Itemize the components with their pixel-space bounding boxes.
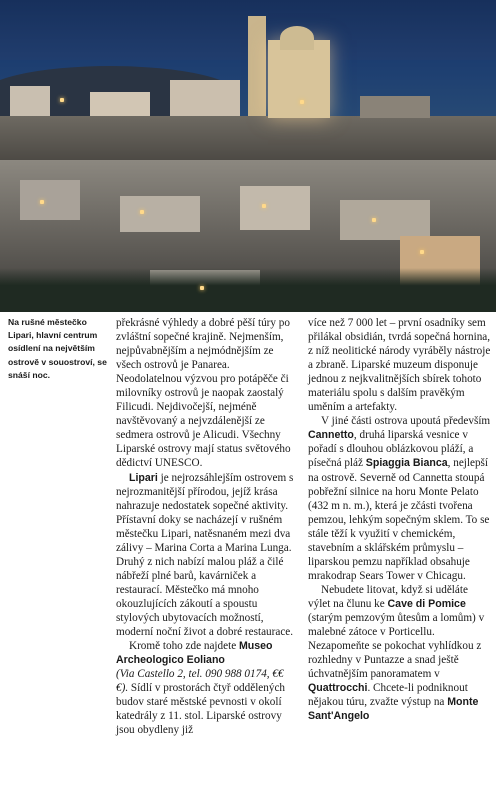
paragraph-text: . Chcete-li podniknout nějakou túru, zvažte výstup na [308, 682, 468, 709]
paragraph-text: , druhá liparská vesnice v pořadí s dlouhou oblázkovou pláží, a písečná pláž [308, 429, 474, 470]
photo-building [360, 96, 430, 118]
photo-dome [280, 26, 314, 50]
bold-term: Cannetto [308, 429, 354, 442]
paragraph-text: , nejlepší na ostrově. Severně od Cannetta stoupá pobřežní silnice na horu Monte Pelato (432 m n. m.), která je zčásti tvořena pemzou, lehkým sopečným sklem. To se stále těží k využití v chemickém, stavebním a sklářském průmyslu – liparskou pemzu například obsahuje mrakodrap Sears Tower v Chicagu. [308, 457, 490, 582]
paragraph-text: je nejrozsáhlejším ostrovem s nejrozmanitější přírodou, jejíž krása nahrazuje nedostatek sopečné aktivity. Přístavní doky se nacházejí v rušném městečku Lipari, natěsnaném mezi dva zálivy – Marina Corta a Marina Lunga. Druhý z nich nabízí malou pláž a čilé nábřeží plné barů, kavárniček a restaurací. Městečko má mnoho okouzlujících zákoutí a spoustu stylových ubytovacích možností, moderní noční život a dobré restaurace. [116, 471, 294, 639]
paragraph-text: Kromě toho zde najdete [129, 640, 237, 653]
bold-term: Museo Archeologico Eoliano [116, 640, 273, 667]
photo-light [300, 100, 304, 104]
paragraph-text: Nebudete litovat, když si uděláte výlet na člunu ke [308, 583, 468, 610]
lipari-night-photo [0, 0, 496, 312]
photo-light [40, 200, 44, 204]
paragraph-text: Sídlí v prostorách čtyř oddělených budov staré městské pevnosti v okolí katedrály z 11. stol. Liparské ostrovy jsou obydleny již [116, 682, 286, 737]
photo-light [262, 204, 266, 208]
paragraph [116, 639, 294, 737]
text-column-2 [308, 316, 492, 723]
text-column-1 [116, 316, 294, 737]
photo-building [90, 92, 150, 116]
photo-light [60, 98, 64, 102]
photo-fortress-wall [0, 116, 496, 164]
photo-building [20, 180, 80, 220]
paragraph [308, 414, 492, 583]
paragraph-text: (starým pemzovým ůtesům a lomům) v malebné zátoce v Porticellu. Nezapomeňte se pokochat vyhlídkou z rozhledny v Puntazze a snad ještě úchvatnějším panoramatem v [308, 611, 485, 681]
paragraph: překrásné výhledy a dobré pěší túry po zvláštní sopečné krajině. Nejmenším, nejpůvabnějším a nejmódnějším ze všech ostrovů je Panarea. Neodolatelnou výzvou pro potápěče či milovníky ostrovů je naopak zaostalý Filicudi. Nejdivočejší, nejméně navštěvovaný a nejvzdálenější ze sedmera ostrovů je Alicudi. Všechny Liparské ostrovy mají status světového dědictví UNESCO. [116, 317, 291, 470]
bold-term: Cave di Pomice [387, 597, 466, 610]
bold-term: Quattrocchi [308, 682, 368, 695]
photo-building [340, 200, 430, 240]
paragraph: více než 7 000 let – první osadníky sem přilákal obsidián, tvrdá sopečná hornina, z níž neolitické národy vyráběly nástroje a zbraně. Liparské muzeum disponuje jednou z nejkvalitnějších sbírek tohoto materiálu spolu s dalším pravěkým uměním a artefakty. [308, 317, 491, 414]
photo-cathedral [268, 40, 330, 118]
photo-caption: Na rušné městečko Lipari, hlavní centrum osídlení na největším ostrově v souostroví, se snáší noc. [8, 317, 107, 380]
paragraph [116, 471, 294, 640]
bold-term: Spiaggia Bianca [365, 457, 448, 470]
photo-light [140, 210, 144, 214]
italic-address: (Via Castello 2, tel. 090 988 0174, €€€). [116, 668, 284, 695]
photo-light [420, 250, 424, 254]
photo-building [10, 86, 50, 116]
photo-light [372, 218, 376, 222]
photo-light [200, 286, 204, 290]
bold-term: Lipari [129, 471, 158, 484]
photo-building [240, 186, 310, 230]
photo-trees [0, 268, 496, 312]
photo-bell-tower [248, 16, 266, 116]
photo-building [170, 80, 240, 116]
bold-term: Monte Sant'Angelo [308, 696, 479, 723]
paragraph-text: V jiné části ostrova upoutá především [321, 415, 491, 428]
paragraph [308, 583, 492, 723]
photo-building [120, 196, 200, 232]
